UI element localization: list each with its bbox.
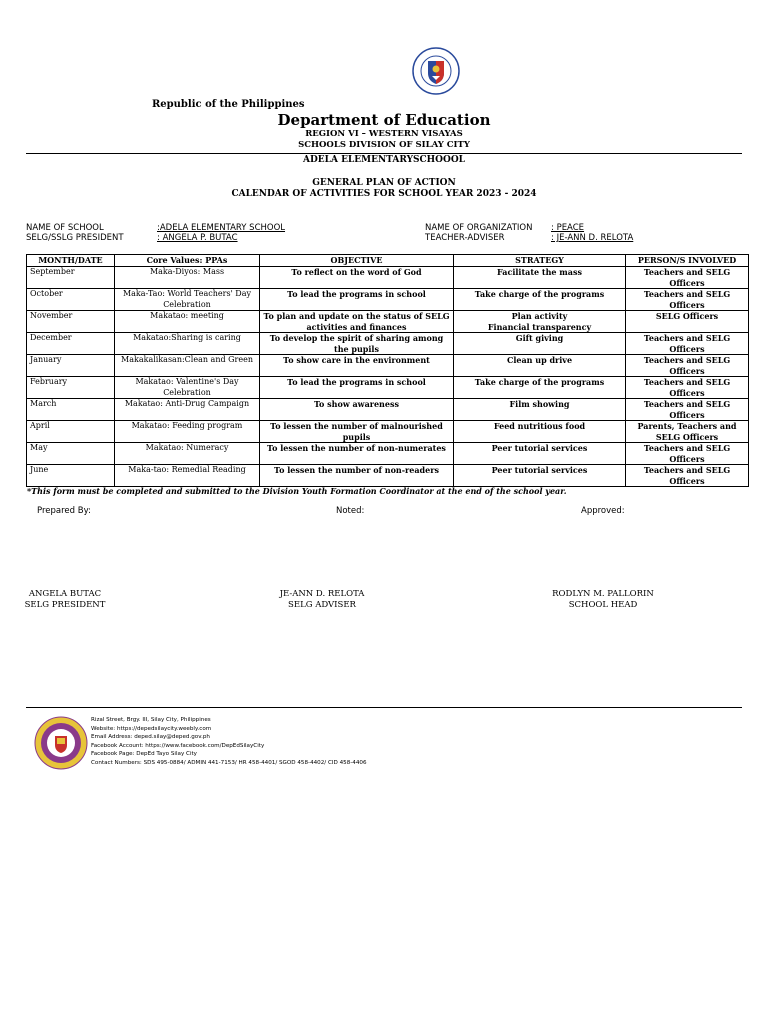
cell-month: October	[27, 289, 115, 311]
cell-core-value: Makakalikasan:Clean and Green	[115, 355, 260, 377]
cell-objective: To reflect on the word of God	[260, 267, 454, 289]
school-name-value: :ADELA ELEMENTARY SCHOOL	[157, 223, 286, 233]
cell-persons: Teachers and SELG Officers	[626, 267, 749, 289]
cell-core-value: Makatao: Numeracy	[115, 443, 260, 465]
table-row	[27, 421, 749, 443]
prepared-by-role: SELG PRESIDENT	[24, 600, 106, 610]
cell-persons: Teachers and SELG Officers	[626, 377, 749, 399]
school-name-label: NAME OF SCHOOL	[26, 223, 104, 233]
cell-objective: To lessen the number of malnourished pupils	[260, 421, 454, 443]
footer-divider	[26, 707, 742, 708]
adviser-label: TEACHER-ADVISER	[425, 233, 505, 243]
noted-by-name: JE-ANN D. RELOTA	[279, 589, 365, 599]
footer-email: Email Address: deped.silay@deped.gov.ph	[91, 734, 210, 741]
cell-objective: To plan and update on the status of SELG activities and finances	[260, 311, 454, 333]
cell-core-value: Makatao: Valentine's Day Celebration	[115, 377, 260, 399]
prepared-by-name: ANGELA BUTAC	[28, 589, 102, 599]
cell-persons: Teachers and SELG Officers	[626, 399, 749, 421]
cell-month: May	[27, 443, 115, 465]
school-info-block	[0, 0, 768, 250]
header-objective: OBJECTIVE	[260, 255, 454, 267]
cell-objective: To lead the programs in school	[260, 289, 454, 311]
cell-persons: Teachers and SELG Officers	[626, 465, 749, 487]
approved-label: Approved:	[581, 506, 625, 516]
department-title: Department of Education	[277, 111, 491, 129]
noted-by-role: SELG ADVISER	[288, 600, 356, 610]
plan-subtitle: CALENDAR OF ACTIVITIES FOR SCHOOL YEAR 2023 - 2024	[231, 189, 537, 199]
cell-strategy: Take charge of the programs	[454, 377, 626, 399]
header-strategy: STRATEGY	[454, 255, 626, 267]
table-row	[27, 465, 749, 487]
president-label: SELG/SSLG PRESIDENT	[26, 233, 124, 243]
footer-facebook-account: Facebook Account: https://www.facebook.com/DepEdSilayCity	[91, 742, 265, 749]
cell-persons: SELG Officers	[626, 311, 749, 333]
cell-core-value: Makatao: meeting	[115, 311, 260, 333]
cell-persons: Teachers and SELG Officers	[626, 355, 749, 377]
cell-month: February	[27, 377, 115, 399]
table-row	[27, 443, 749, 465]
cell-month: January	[27, 355, 115, 377]
contact-info	[91, 716, 367, 768]
cell-month: December	[27, 333, 115, 355]
cell-core-value: Maka-Tao: World Teachers' Day Celebration	[115, 289, 260, 311]
cell-objective: To develop the spirit of sharing among the pupils	[260, 333, 454, 355]
table-row	[27, 267, 749, 289]
table-row	[27, 355, 749, 377]
cell-core-value: Makatao: Feeding program	[115, 421, 260, 443]
cell-persons: Teachers and SELG Officers	[626, 289, 749, 311]
table-row	[27, 311, 749, 333]
cell-strategy: Facilitate the mass	[454, 267, 626, 289]
region-line: REGION VI – WESTERN VISAYAS	[305, 129, 463, 139]
cell-strategy: Gift giving	[454, 333, 626, 355]
cell-persons: Parents, Teachers and SELG Officers	[626, 421, 749, 443]
adviser-value: : JE-ANN D. RELOTA	[551, 233, 634, 243]
noted-label: Noted:	[336, 506, 365, 516]
cell-month: November	[27, 311, 115, 333]
division-line: SCHOOLS DIVISION OF SILAY CITY	[298, 140, 470, 150]
president-value: : ANGELA P. BUTAC	[157, 233, 238, 243]
cell-objective: To show care in the environment	[260, 355, 454, 377]
organization-label: NAME OF ORGANIZATION	[425, 223, 533, 233]
header-core-values: Core Values: PPAs	[115, 255, 260, 267]
cell-objective: To lessen the number of non-readers	[260, 465, 454, 487]
plan-title: GENERAL PLAN OF ACTION	[312, 178, 456, 188]
cell-strategy: Film showing	[454, 399, 626, 421]
table-row	[27, 377, 749, 399]
header-month: MONTH/DATE	[27, 255, 115, 267]
footer-address: Rizal Street, Brgy. III, Silay City, Philippines	[91, 717, 211, 723]
table-row	[27, 333, 749, 355]
cell-strategy: Feed nutritious food	[454, 421, 626, 443]
sdo-silay-seal-logo	[34, 716, 88, 770]
cell-objective: To show awareness	[260, 399, 454, 421]
table-row	[27, 289, 749, 311]
cell-strategy: Peer tutorial services	[454, 465, 626, 487]
cell-core-value: Makatao: Anti-Drug Campaign	[115, 399, 260, 421]
approved-by-name: RODLYN M. PALLORIN	[552, 589, 654, 599]
table-header-row	[27, 255, 749, 267]
cell-month: September	[27, 267, 115, 289]
cell-month: March	[27, 399, 115, 421]
organization-value: : PEACE	[551, 223, 585, 233]
cell-month: June	[27, 465, 115, 487]
cell-strategy: Plan activity Financial transparency	[454, 311, 626, 333]
cell-core-value: Makatao:Sharing is caring	[115, 333, 260, 355]
table-row	[27, 399, 749, 421]
cell-persons: Teachers and SELG Officers	[626, 443, 749, 465]
school-header: ADELA ELEMENTARYSCHOOOL	[302, 155, 466, 165]
cell-strategy: Take charge of the programs	[454, 289, 626, 311]
cell-persons: Teachers and SELG Officers	[626, 333, 749, 355]
prepared-by-label: Prepared By:	[37, 506, 91, 516]
cell-objective: To lead the programs in school	[260, 377, 454, 399]
footer-facebook-page: Facebook Page: DepEd Tayo Silay City	[91, 751, 197, 758]
approved-by-role: SCHOOL HEAD	[568, 600, 638, 610]
header-persons: PERSON/S INVOLVED	[626, 255, 749, 267]
plan-of-action-table	[26, 254, 749, 487]
footer-contact-numbers: Contact Numbers: SDS 495-0884/ ADMIN 441-7153/ HR 458-4401/ SGOD 458-4402/ CID 458-4406	[91, 759, 367, 766]
cell-strategy: Peer tutorial services	[454, 443, 626, 465]
cell-core-value: Maka-Diyos: Mass	[115, 267, 260, 289]
footer-website: Website: https://depedsilaycity.weebly.com	[91, 725, 212, 732]
republic-line: Republic of the Philippines	[152, 99, 305, 110]
submission-note: *This form must be completed and submitted to the Division Youth Formation Coordinator at the end of the school year.	[27, 486, 567, 496]
cell-strategy: Clean up drive	[454, 355, 626, 377]
cell-month: April	[27, 421, 115, 443]
cell-core-value: Maka-tao: Remedial Reading	[115, 465, 260, 487]
cell-objective: To lessen the number of non-numerates	[260, 443, 454, 465]
